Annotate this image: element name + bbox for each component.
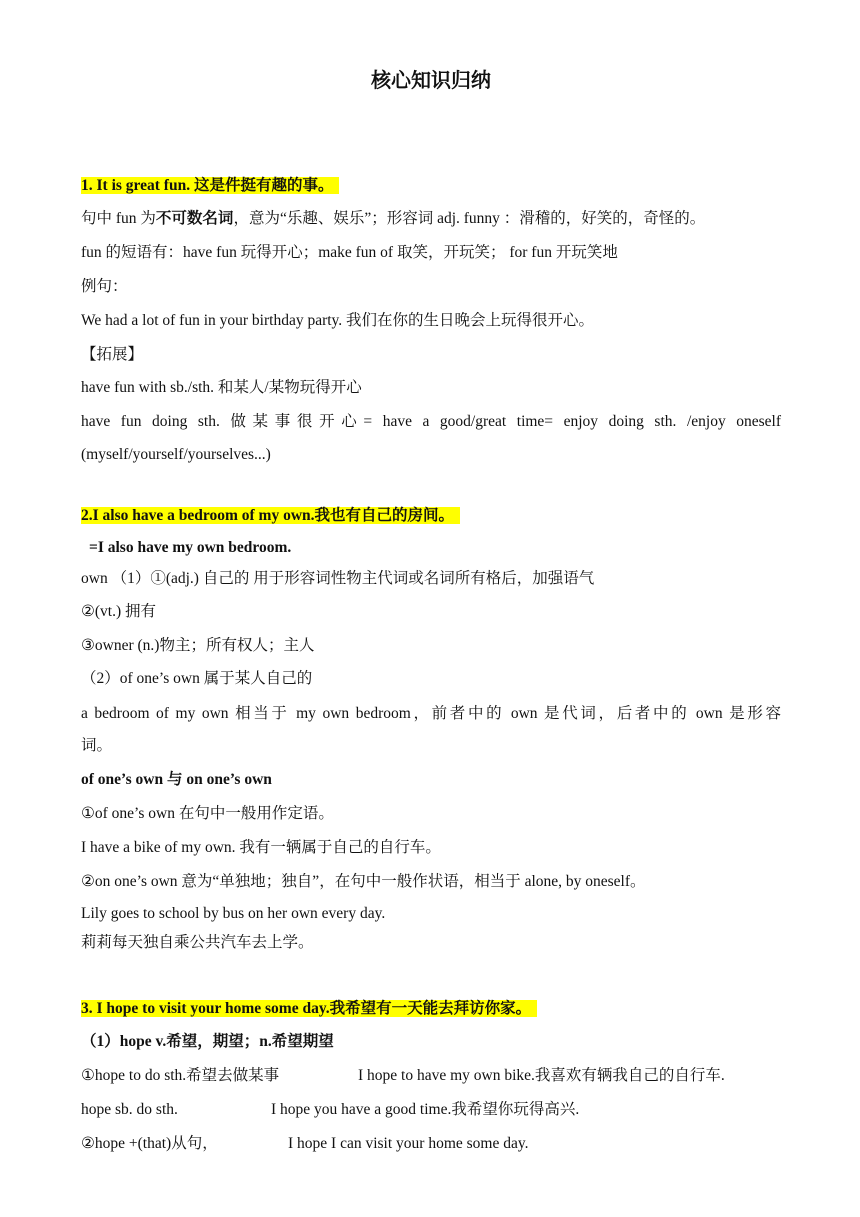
section-2-line-10: I have a bike of my own. 我有一辆属于自己的自行车。 [81,839,441,856]
section-1-line-2: fun 的短语有：have fun 玩得开心；make fun of 取笑，开玩笑； for fun 开玩笑地 [81,244,618,261]
page-title: 核心知识归纳 [371,68,491,92]
section-1-example: We had a lot of fun in your birthday party. 我们在你的生日晚会上玩得很开心。 [81,312,595,329]
section-2-line-7: 词。 [81,737,113,754]
section-2-line-9: ①of one’s own 在句中一般用作定语。 [81,805,334,822]
section-2-heading: 2.I also have a bedroom of my own.我也有自己的房间。 [81,507,460,524]
section-2-line-5: （2）of one’s own 属于某人自己的 [81,670,313,687]
section-3-heading: 3. I hope to visit your home some day.我希望有一天能去拜访你家。 [81,1000,537,1017]
section-2-line-11: ②on one’s own 意为“单独地；独自”，在句中一般作状语，相当于 alone, by oneself。 [81,873,646,890]
section-2-line-6: a bedroom of my own 相当于 my own bedroom，前者中的 own 是代词，后者中的 own 是形容 [81,705,781,722]
section-2-line-12: Lily goes to school by bus on her own every day. [81,905,386,922]
section-2-line-8: of one’s own 与 on one’s own [81,771,272,788]
section-3-line-4a: ②hope +(that)从句， [81,1135,218,1152]
section-3-line-3b: I hope you have a good time.我希望你玩得高兴. [271,1101,580,1118]
section-1-heading: 1. It is great fun. 这是件挺有趣的事。 [81,177,339,194]
section-1-extension-label: 【拓展】 [81,346,144,363]
section-1-line-1: 句中 fun 为不可数名词，意为“乐趣、娱乐”；形容词 adj. funny ：滑稽的，好笑的，奇怪的。 [81,210,706,227]
section-1-line-8: (myself/yourself/yourselves...) [81,446,271,463]
section-2-line-13: 莉莉每天独自乘公共汽车去上学。 [81,934,314,951]
section-3-line-1: （1）hope v.希望，期望；n.希望期望 [81,1033,334,1050]
section-3-line-2b: I hope to have my own bike.我喜欢有辆我自己的自行车. [358,1067,725,1084]
section-3-line-2a: ①hope to do sth.希望去做某事 [81,1067,280,1084]
section-3-line-4b: I hope I can visit your home some day. [288,1135,529,1152]
section-2-line-4: ③owner (n.)物主；所有权人；主人 [81,637,315,654]
section-2-line-1: =I also have my own bedroom. [89,539,292,556]
section-1-line-7: have fun doing sth. 做某事很开心= have a good/great time= enjoy doing sth. /enjoy oneself [81,413,781,430]
section-3-line-3a: hope sb. do sth. [81,1101,178,1118]
section-1-line-3: 例句： [81,278,128,295]
section-2-line-2: own （1）①(adj.) 自己的 用于形容词性物主代词或名词所有格后，加强语气 [81,570,595,587]
section-2-line-3: ②(vt.) 拥有 [81,603,157,620]
section-1-line-6: have fun with sb./sth. 和某人/某物玩得开心 [81,379,362,396]
